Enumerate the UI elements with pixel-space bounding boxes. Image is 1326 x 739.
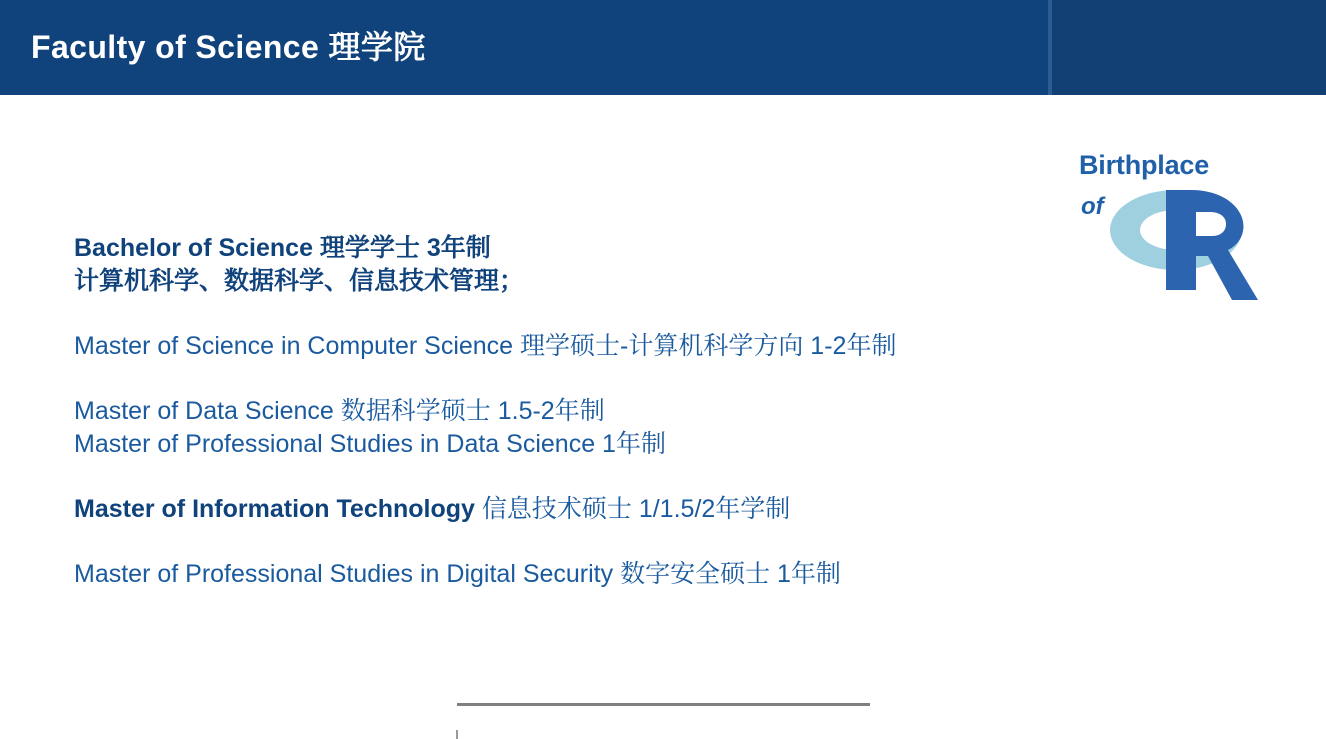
mit-normal-part: 信息技术硕士 1/1.5/2年学制: [481, 495, 791, 523]
bachelor-title-line: Bachelor of Science 理学学士 3年制: [74, 234, 491, 262]
logo-text-of: of: [1081, 193, 1104, 220]
spacer-3: [74, 461, 1074, 493]
page-title: Faculty of Science 理学院: [31, 29, 426, 65]
mit-bold-part: Master of Information Technology: [74, 495, 482, 523]
r-letter-icon: [1108, 178, 1258, 310]
mps-digital-security-line: Master of Professional Studies in Digital Security 数字安全硕士 1年制: [74, 560, 841, 588]
master-information-technology-line: [74, 493, 1074, 526]
bottom-tick-mark: [456, 730, 458, 739]
slide-header-band: [0, 0, 1326, 95]
mps-data-science-line: Master of Professional Studies in Data Science 1年制: [74, 430, 666, 458]
header-right-panel: [1052, 0, 1326, 95]
bottom-shape: [457, 706, 870, 732]
master-data-science-line: Master of Data Science 数据科学硕士 1.5-2年制: [74, 397, 605, 425]
program-list: [74, 232, 1074, 591]
spacer-1: [74, 298, 1074, 330]
birthplace-of-r-logo: [1078, 150, 1258, 310]
spacer-2: [74, 363, 1074, 395]
msc-computer-science-line: Master of Science in Computer Science 理学硕士-计算机科学方向 1-2年制: [74, 332, 897, 360]
spacer-4: [74, 526, 1074, 558]
bachelor-majors-line: 计算机科学、数据科学、信息技术管理；: [74, 267, 525, 295]
logo-text-birthplace: Birthplace: [1079, 150, 1210, 180]
